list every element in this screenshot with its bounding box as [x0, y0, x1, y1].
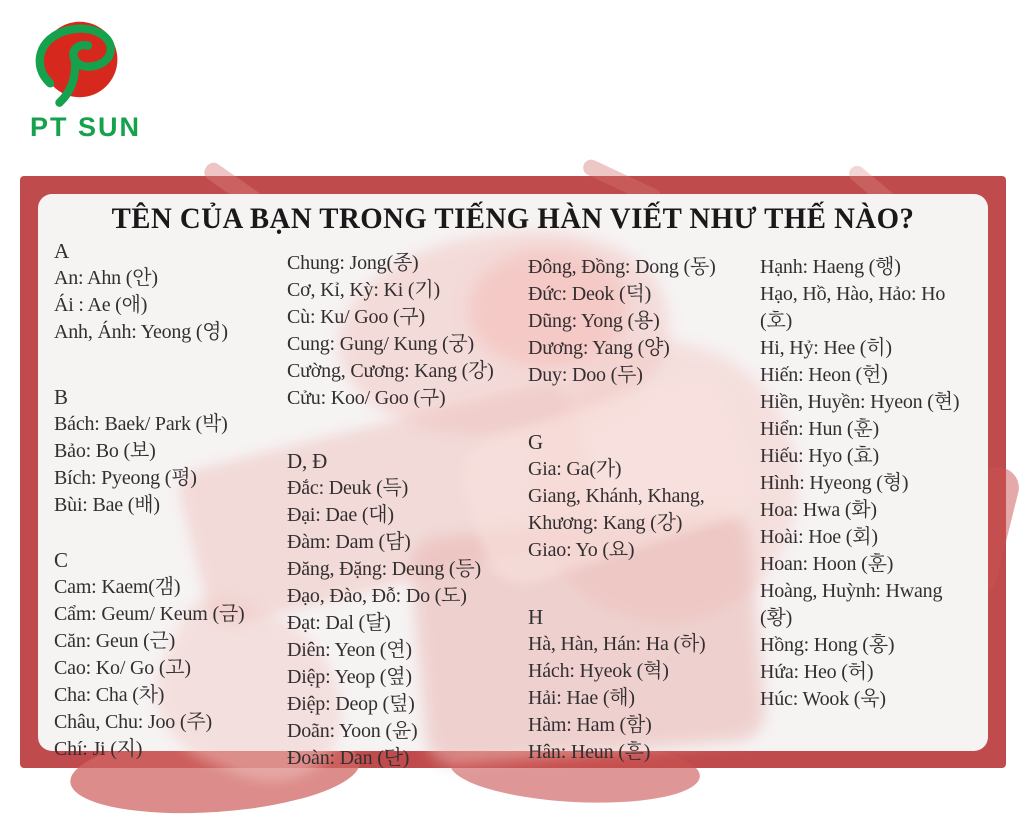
letter-header: A: [54, 239, 69, 263]
name-entry: Hiền, Huyền: Hyeon (현): [760, 391, 960, 413]
name-entry: Dương: Yang (양): [528, 337, 670, 359]
column-1: [54, 238, 282, 763]
letter-block: [54, 547, 282, 763]
letter-block: [760, 254, 975, 713]
name-entry: Châu, Chu: Joo (주): [54, 711, 212, 733]
name-entry: Hiếu: Hyo (효): [760, 445, 879, 467]
letter-block: [287, 448, 527, 772]
name-entry: Chung: Jong(종): [287, 252, 419, 274]
name-entry: Hạo, Hồ, Hào, Hảo: Ho (호): [760, 283, 946, 332]
name-entry: Bích: Pyeong (평): [54, 467, 197, 489]
name-entry: Chí: Ji (지): [54, 738, 143, 760]
name-entry: Hân: Heun (흔): [528, 741, 651, 763]
name-entry: Cường, Cương: Kang (강): [287, 360, 494, 382]
name-entry: Diên: Yeon (연): [287, 639, 412, 661]
letter-header: C: [54, 548, 68, 572]
name-entry: Cung: Gung/ Kung (궁): [287, 333, 474, 355]
letter-block: [528, 254, 762, 389]
name-entry: Hồng: Hong (홍): [760, 634, 895, 656]
page-title: TÊN CỦA BẠN TRONG TIẾNG HÀN VIẾT NHƯ THẾ NÀO?: [111, 202, 915, 235]
name-entry: Hiển: Hun (훈): [760, 418, 879, 440]
name-entry: Cao: Ko/ Go (고): [54, 657, 191, 679]
name-entry: Hứa: Heo (허): [760, 661, 874, 683]
name-entry: Cam: Kaem(갬): [54, 576, 181, 598]
name-table: [38, 194, 988, 769]
name-entry: Hình: Hyeong (형): [760, 472, 909, 494]
column-3: [528, 254, 762, 766]
letter-block: [528, 604, 762, 766]
name-entry: Đàm: Dam (담): [287, 531, 411, 553]
name-entry: Đạt: Dal (달): [287, 612, 391, 634]
name-entry: Bách: Baek/ Park (박): [54, 413, 228, 435]
name-entry: Đại: Dae (대): [287, 504, 394, 526]
letter-block: [54, 384, 282, 519]
letter-header: G: [528, 430, 543, 454]
name-entry: Hàm: Ham (함): [528, 714, 652, 736]
letter-block: [528, 429, 762, 564]
name-entry: Húc: Wook (욱): [760, 688, 886, 710]
name-entry: Cửu: Koo/ Goo (구): [287, 387, 446, 409]
letter-block: [287, 250, 527, 412]
name-entry: Đăng, Đặng: Deung (등): [287, 558, 481, 580]
name-entry: Diệp: Yeop (옆): [287, 666, 412, 688]
name-entry: Bảo: Bo (보): [54, 440, 156, 462]
name-entry: Căn: Geun (근): [54, 630, 176, 652]
name-entry: Cơ, Kỉ, Kỳ: Ki (기): [287, 279, 440, 301]
name-entry: Hạnh: Haeng (행): [760, 256, 901, 278]
name-entry: Hải: Hae (해): [528, 687, 635, 709]
name-entry: Hoài: Hoe (회): [760, 526, 878, 548]
letter-block: [54, 238, 282, 346]
letter-header: D, Đ: [287, 449, 328, 473]
name-entry: Hách: Hyeok (혁): [528, 660, 669, 682]
name-entry: Dũng: Yong (용): [528, 310, 660, 332]
name-entry: Cẩm: Geum/ Keum (금): [54, 603, 245, 625]
name-entry: Duy: Doo (두): [528, 364, 643, 386]
brand-name: PT SUN: [30, 112, 142, 142]
column-4: [760, 254, 975, 713]
name-entry: Gia: Ga(가): [528, 458, 622, 480]
name-entry: An: Ahn (안): [54, 267, 158, 289]
name-entry: Đoàn: Dan (단): [287, 747, 410, 769]
name-entry: Hà, Hàn, Hán: Ha (하): [528, 633, 706, 655]
name-entry: Đức: Deok (덕): [528, 283, 652, 305]
name-entry: Hoàng, Huỳnh: Hwang (황): [760, 580, 943, 629]
ptsun-logo-icon: [30, 18, 122, 112]
name-chart-card: [38, 194, 988, 769]
name-entry: Giang, Khánh, Khang, Khương: Kang (강): [528, 485, 705, 534]
name-entry: Hoan: Hoon (훈): [760, 553, 894, 575]
name-entry: Đông, Đồng: Dong (동): [528, 256, 716, 278]
name-entry: Đạo, Đào, Đỗ: Do (도): [287, 585, 467, 607]
name-entry: Hiến: Heon (헌): [760, 364, 888, 386]
column-2: [287, 250, 527, 772]
name-entry: Hi, Hỷ: Hee (히): [760, 337, 892, 359]
name-entry: Doãn: Yoon (윤): [287, 720, 418, 742]
name-entry: Cha: Cha (차): [54, 684, 165, 706]
name-entry: Cù: Ku/ Goo (구): [287, 306, 425, 328]
name-entry: Điệp: Deop (덮): [287, 693, 415, 715]
name-entry: Ái : Ae (애): [54, 294, 148, 316]
name-entry: Anh, Ánh: Yeong (영): [54, 321, 228, 343]
name-entry: Đắc: Deuk (득): [287, 477, 409, 499]
name-entry: Bùi: Bae (배): [54, 494, 160, 516]
letter-header: B: [54, 385, 68, 409]
name-entry: Hoa: Hwa (화): [760, 499, 877, 521]
letter-header: H: [528, 605, 543, 629]
name-entry: Giao: Yo (요): [528, 539, 635, 561]
ptsun-logo: [28, 18, 168, 143]
